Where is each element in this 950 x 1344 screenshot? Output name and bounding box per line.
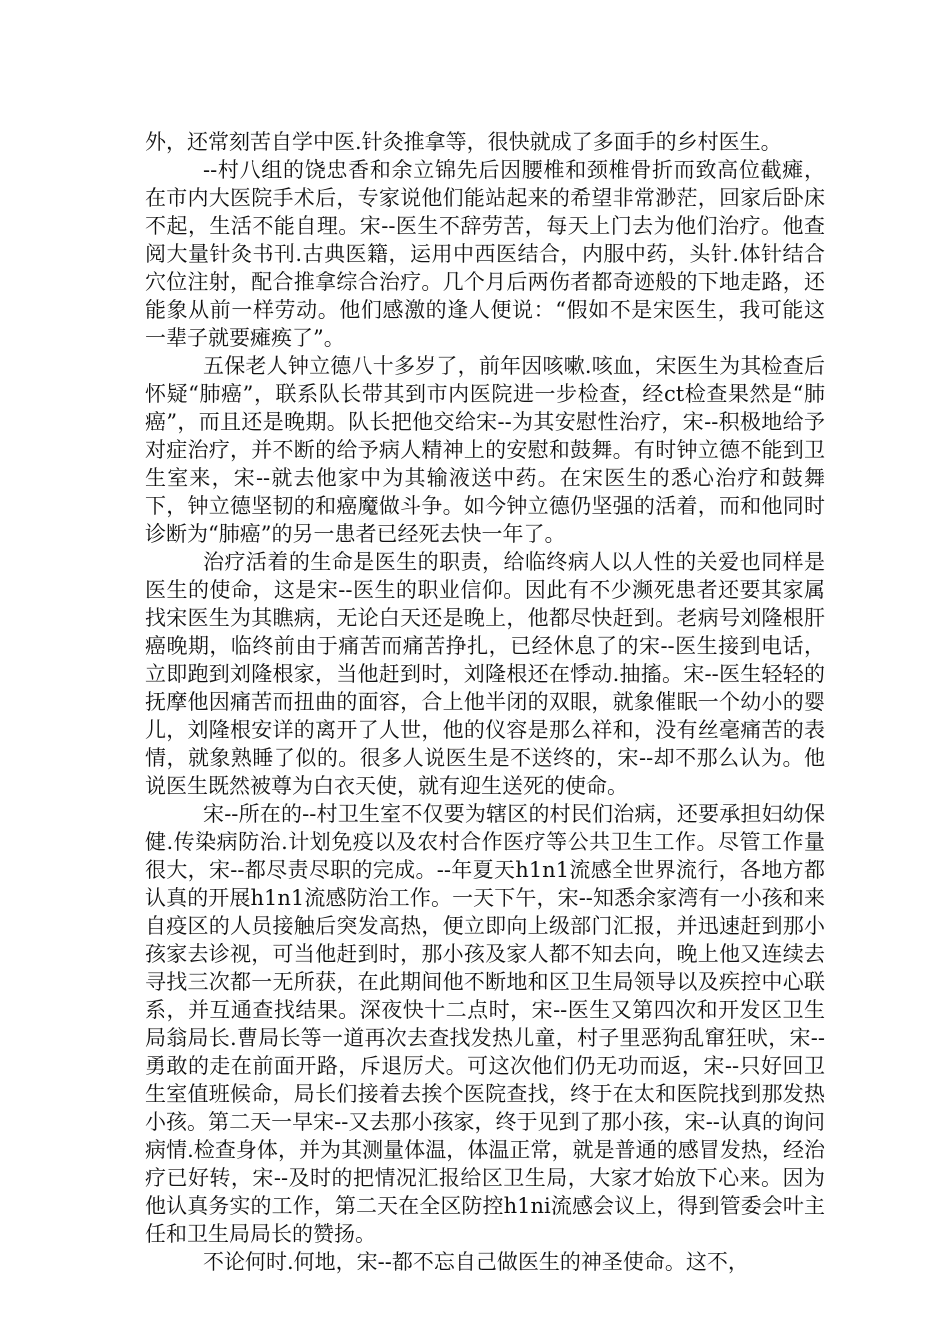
paragraph: --村八组的饶忠香和余立锦先后因腰椎和颈椎骨折而致高位截瘫，在市内大医院手术后，专家说他们能站起来的希望非常渺茫，回家后卧床不起，生活不能自理。宋--医生不辞劳苦，每天上门去为他们治疗。他查阅大量针灸书刊.古典医籍，运用中西医结合，内服中药，头针.体针结合穴位注射，配合推拿综合治疗。几个月后两伤者都奇迹般的下地走路，还能象从前一样劳动。他们感激的逢人便说：“假如不是宋医生，我可能这一辈子就要瘫痪了”。 bbox=[145, 158, 825, 350]
paragraph: 治疗活着的生命是医生的职责，给临终病人以人性的关爱也同样是医生的使命，这是宋--医生的职业信仰。因此有不少濒死患者还要其家属找宋医生为其瞧病，无论白天还是晚上，他都尽快赶到。老病号刘隆根肝癌晚期，临终前由于痛苦而痛苦挣扎，已经休息了的宋--医生接到电话，立即跑到刘隆根家，当他赶到时，刘隆根还在悸动.抽搐。宋--医生轻轻的抚摩他因痛苦而扭曲的面容，合上他半闭的双眼，就象催眠一个幼小的婴儿，刘隆根安详的离开了人世，他的仪容是那么祥和，没有丝毫痛苦的表情，就象熟睡了似的。很多人说医生是不送终的，宋--却不那么认为。他说医生既然被尊为白衣天使，就有迎生送死的使命。 bbox=[145, 550, 825, 798]
paragraph: 外，还常刻苦自学中医.针灸推拿等，很快就成了多面手的乡村医生。 bbox=[145, 130, 782, 154]
document-body bbox=[145, 128, 825, 1276]
paragraph: 不论何时.何地，宋--都不忘自己做医生的神圣使命。这不， bbox=[203, 1250, 749, 1274]
paragraph: 五保老人钟立德八十多岁了，前年因咳嗽.咳血，宋医生为其检查后怀疑“肺癌”，联系队长带其到市内医院进一步检查，经ct检查果然是“肺癌”，而且还是晚期。队长把他交给宋--为其安慰性治疗，宋--积极地给予对症治疗，并不断的给予病人精神上的安慰和鼓舞。有时钟立德不能到卫生室来，宋--就去他家中为其输液送中药。在宋医生的悉心治疗和鼓舞下，钟立德坚韧的和癌魔做斗争。如今钟立德仍坚强的活着，而和他同时诊断为“肺癌”的另一患者已经死去快一年了。 bbox=[145, 354, 825, 546]
paragraph: 宋--所在的--村卫生室不仅要为辖区的村民们治病，还要承担妇幼保健.传染病防治.计划免疫以及农村合作医疗等公共卫生工作。尽管工作量很大，宋--都尽责尽职的完成。--年夏天h1n1流感全世界流行，各地方都认真的开展h1n1流感防治工作。一天下午，宋--知悉余家湾有一小孩和来自疫区的人员接触后突发高热，便立即向上级部门汇报，并迅速赶到那小孩家去诊视，可当他赶到时，那小孩及家人都不知去向，晚上他又连续去寻找三次都一无所获，在此期间他不断地和区卫生局领导以及疾控中心联系，并互通查找结果。深夜快十二点时，宋--医生又第四次和开发区卫生局翁局长.曹局长等一道再次去查找发热儿童，村子里恶狗乱窜狂吠，宋--勇敢的走在前面开路，斥退厉犬。可这次他们仍无功而返，宋--只好回卫生室值班候命，局长们接着去挨个医院查找，终于在太和医院找到那发热小孩。第二天一早宋--又去那小孩家，终于见到了那小孩，宋--认真的询问病情.检查身体，并为其测量体温，体温正常，就是普通的感冒发热，经治疗已好转，宋--及时的把情况汇报给区卫生局，大家才始放下心来。因为他认真务实的工作，第二天在全区防控h1ni流感会议上，得到管委会叶主任和卫生局局长的赞扬。 bbox=[145, 802, 825, 1246]
